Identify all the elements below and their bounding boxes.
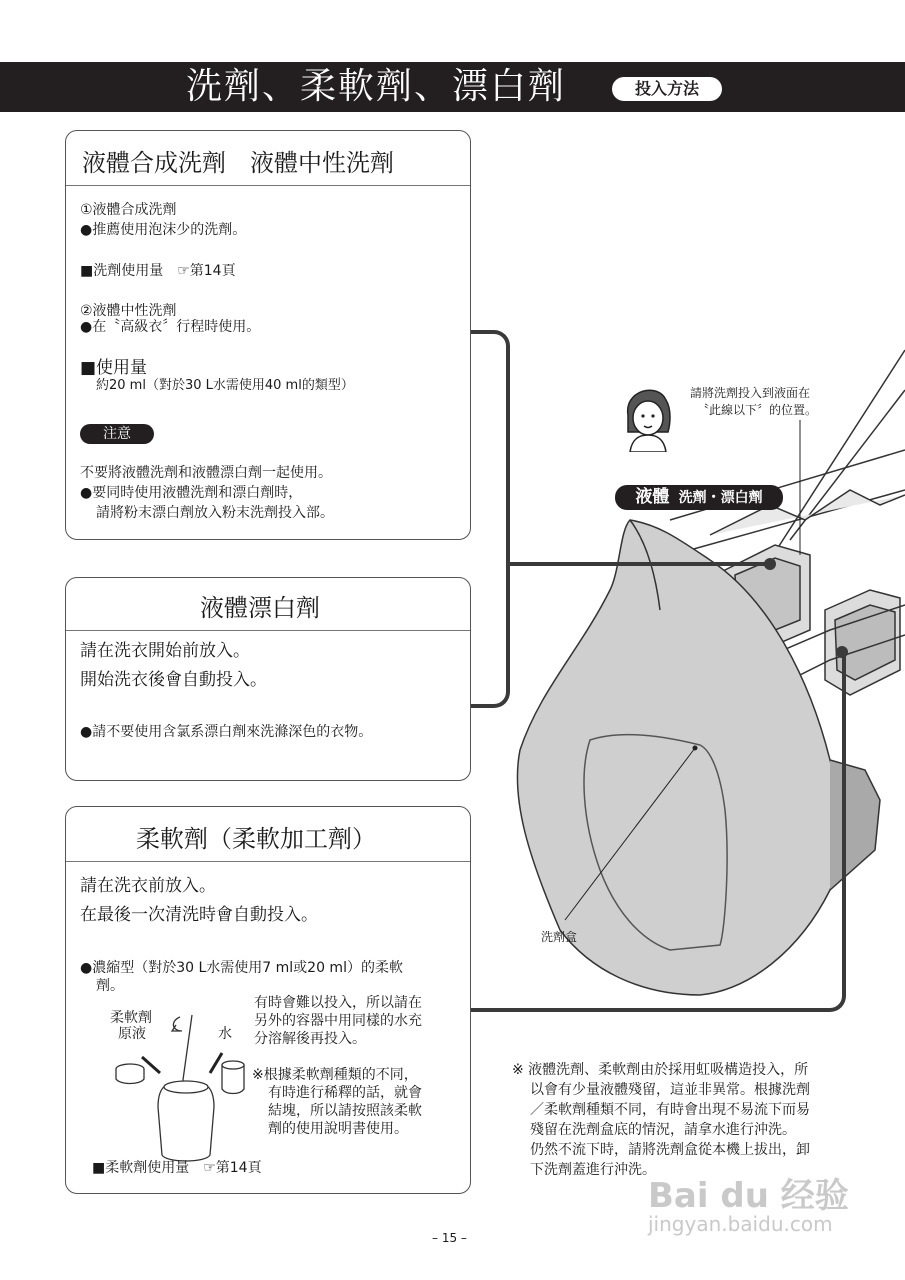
softener-label-1: 柔軟劑 (110, 1010, 152, 1026)
box2-line1: 請在洗衣開始前放入。 (80, 641, 250, 661)
box3-line1: 請在洗衣前放入。 (80, 876, 216, 896)
box1-line1: ①液體合成洗劑 (80, 202, 177, 218)
softener-note-2: 有時進行稀釋的話，就會 (268, 1085, 422, 1101)
box1-line7: 約20 ml（對於30 L水需使用40 ml的類型） (96, 378, 354, 393)
footnote-line-1: ※ 液體洗劑、柔軟劑由於採用虹吸構造投入，所 (512, 1062, 809, 1078)
softener-box (65, 806, 471, 1194)
page-title: 洗劑、柔軟劑、漂白劑 (186, 66, 567, 107)
box1-line2: ●推薦使用泡沫少的洗劑。 (80, 222, 247, 238)
box1-line8: 不要將液體洗劑和液體漂白劑一起使用。 (80, 465, 332, 481)
bubble-line-1: 請將洗劑投入到液面在 (690, 386, 811, 400)
water-label: 水 (218, 1026, 232, 1042)
box2-title: 液體漂白劑 (200, 594, 320, 622)
connector-dot-1 (764, 558, 776, 570)
box1-line9: ●要同時使用液體洗劑和漂白劑時， (80, 485, 303, 501)
footnote-line-6: 下洗劑蓋進行沖洗。 (530, 1162, 656, 1178)
softener-desc-3: 分溶解後再投入。 (254, 1031, 366, 1047)
box3-line4: 劑。 (96, 978, 124, 994)
box2-line3: ●請不要使用含氯系漂白劑來洗滌深色的衣物。 (80, 724, 373, 740)
softener-note-4: 劑的使用說明書使用。 (268, 1121, 408, 1137)
footnote-line-5: 仍然不流下時，請將洗劑盒從本機上拔出，卸 (530, 1142, 810, 1158)
caution-badge: 注意 (80, 424, 154, 444)
box1-title-row (66, 131, 470, 186)
box2-line2: 開始洗衣後會自動投入。 (80, 670, 267, 690)
footnote-line-2: 以會有少量液體殘留，這並非異常。根據洗劑 (530, 1082, 810, 1098)
softener-label-2: 原液 (118, 1026, 146, 1042)
liquid-label-sub: 洗劑・漂白劑 (678, 490, 763, 506)
box3-line2: 在最後一次清洗時會自動投入。 (80, 905, 318, 925)
bubble-line-2: 〝此線以下〞的位置。 (697, 403, 818, 417)
liquid-detergent-label (615, 485, 783, 510)
connector-dot-2 (836, 646, 848, 658)
box1-line6: ■使用量 (80, 358, 148, 378)
page-number: – 15 – (432, 1231, 467, 1245)
box1-title: 液體合成洗劑 液體中性洗劑 (82, 149, 394, 177)
drawer-label: 洗劑盒 (541, 930, 578, 944)
box1-line3: ■洗劑使用量 ☞第14頁 (80, 263, 236, 279)
box1-line4: ②液體中性洗劑 (80, 303, 177, 319)
softener-note-1: ※根據柔軟劑種類的不同， (252, 1067, 418, 1083)
watermark-url: jingyan.baidu.com (648, 1212, 833, 1236)
softener-usage: ■柔軟劑使用量 ☞第14頁 (92, 1160, 262, 1176)
dilution-cups-illustration (110, 1007, 250, 1167)
helper-character-icon (618, 380, 678, 452)
box1-line10: 請將粉末漂白劑放入粉末洗劑投入部。 (96, 505, 334, 521)
box3-title-row (66, 807, 470, 862)
softener-desc-2: 另外的容器中用同樣的水充 (254, 1013, 422, 1029)
connector-box2-to-tray (506, 562, 768, 566)
box1-line5: ●在〝高級衣〞行程時使用。 (80, 319, 261, 335)
footnote-line-4: 殘留在洗劑盒底的情況，請拿水進行沖洗。 (530, 1122, 796, 1138)
softener-note-3: 結塊，所以請按照該柔軟 (268, 1103, 422, 1119)
connector-box3 (470, 652, 846, 1012)
box3-title: 柔軟劑（柔軟加工劑） (136, 825, 376, 853)
box2-title-row (66, 578, 470, 631)
softener-desc-1: 有時會難以投入，所以請在 (254, 995, 422, 1011)
watermark-brand: Bai du 经验 (648, 1176, 849, 1216)
liquid-bleach-box (65, 577, 471, 781)
footnote-line-3: ／柔軟劑種類不同，有時會出現不易流下而易 (530, 1102, 810, 1118)
box3-line3: ●濃縮型（對於30 L水需使用7 ml或20 ml）的柔軟 (80, 960, 403, 976)
method-badge: 投入方法 (612, 77, 722, 101)
liquid-label-main: 液體 (635, 487, 670, 507)
liquid-detergent-box (65, 130, 471, 540)
